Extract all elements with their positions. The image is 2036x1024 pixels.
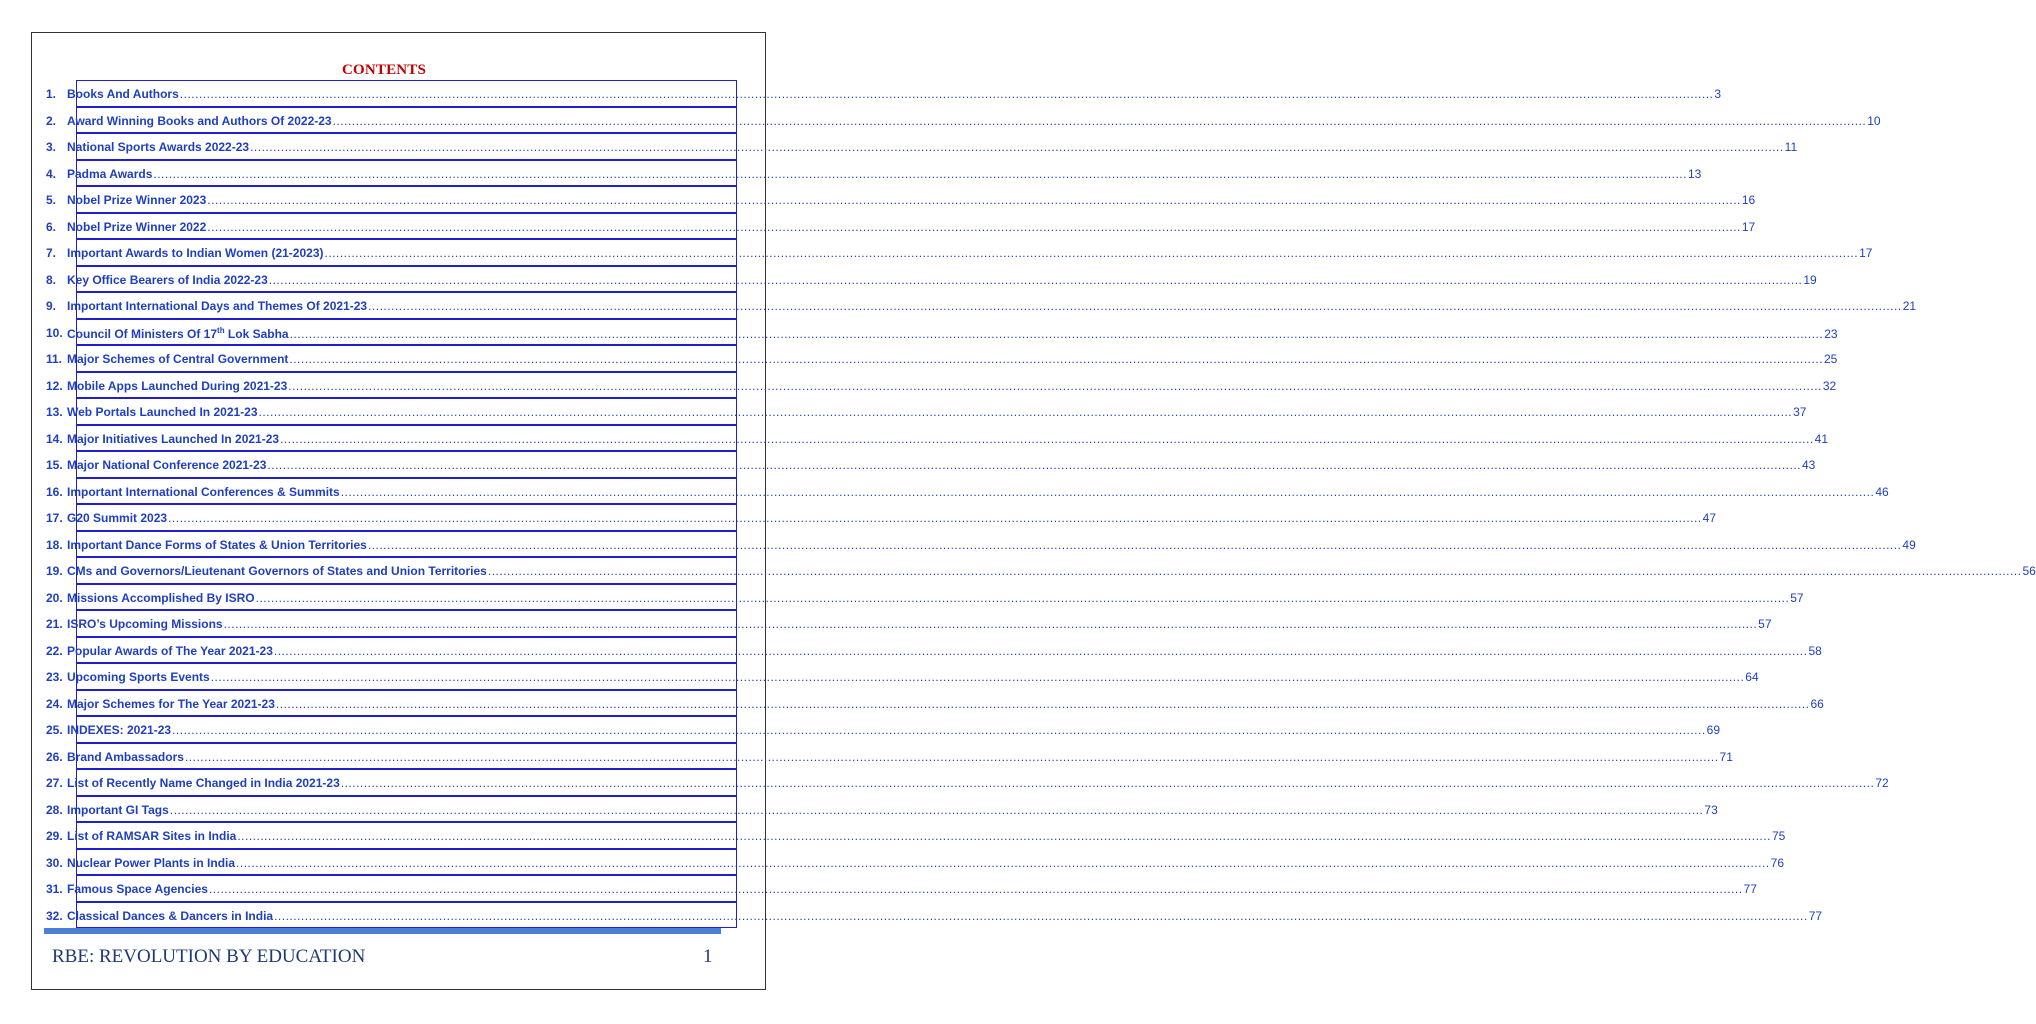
toc-entry-title[interactable]: [67, 909, 273, 923]
toc-entry-page: 49: [1902, 537, 1916, 552]
toc-entry-page: 17: [1741, 219, 1756, 234]
toc-dot-leader: ................................................................................................................................................................................................................................................................................................................................................................................................................: [332, 113, 1867, 128]
toc-entry-title-text: Books And Authors: [67, 87, 179, 101]
toc-entry-line: [67, 590, 1804, 605]
toc-entry[interactable]: [0, 716, 1721, 743]
toc-entry-title-text: Nobel Prize Winner 2022: [67, 219, 207, 234]
toc-entry-number: 5.: [46, 193, 57, 207]
toc-entry-line: [67, 723, 1721, 737]
toc-entry-line: [67, 670, 1759, 684]
toc-entry-line: [67, 113, 1881, 128]
toc-entry-number: 15.: [46, 458, 63, 472]
toc-entry-number: 29.: [46, 829, 63, 843]
toc-entry-title[interactable]: [67, 167, 152, 181]
toc-entry[interactable]: [0, 160, 1702, 187]
toc-entry-title-text: Popular Awards of The Year 2021-23: [67, 643, 273, 658]
toc-entry[interactable]: [0, 398, 1807, 425]
toc-entry-title-text: Important International Conferences & Summits: [67, 484, 340, 499]
toc-entry-number: 26.: [46, 749, 63, 764]
toc-entry-title-text: Mobile Apps Launched During 2021-23: [67, 378, 288, 393]
toc-entry-page: 46: [1875, 484, 1889, 499]
toc-dot-leader: ................................................................................................................................................................................................................................................................................................................................................................................................................: [237, 829, 1771, 843]
toc-dot-leader: ................................................................................................................................................................................................................................................................................................................................................................................................................: [267, 458, 1801, 472]
toc-entry-title-text: Important Awards to Indian Women (21-2023): [67, 246, 324, 260]
toc-entry-number: 3.: [46, 140, 57, 154]
toc-entry[interactable]: [0, 292, 1917, 319]
toc-entry-title-text: Padma Awards: [67, 166, 153, 181]
toc-entry-number: 19.: [46, 564, 63, 578]
toc-entry[interactable]: [0, 743, 1733, 770]
toc-entry-number: 17.: [46, 511, 63, 525]
toc-entry-title[interactable]: [67, 432, 279, 446]
toc-entry-line: [67, 564, 2036, 578]
toc-entry-title-text: Major National Conference 2021-23: [67, 458, 267, 472]
toc-entry-line: [67, 219, 1756, 234]
toc-entry-line: [67, 696, 1824, 711]
toc-entry-title[interactable]: [67, 750, 184, 764]
toc-entry[interactable]: [0, 107, 1881, 134]
toc-dot-leader: ................................................................................................................................................................................................................................................................................................................................................................................................................: [255, 590, 1790, 605]
toc-entry-page: 73: [1704, 802, 1718, 817]
toc-entry-title-text: Upcoming Sports Events: [67, 670, 210, 684]
footer-page-number: 1: [703, 946, 713, 967]
toc-entry-line: [67, 908, 1823, 923]
toc-entry-number: 24.: [46, 696, 63, 711]
toc-dot-leader: ................................................................................................................................................................................................................................................................................................................................................................................................................: [274, 908, 1808, 923]
toc-entry-line: [67, 484, 1889, 499]
toc-entry[interactable]: [0, 425, 1829, 452]
toc-entry[interactable]: [0, 213, 1756, 240]
toc-entry-title[interactable]: [67, 803, 169, 817]
toc-entry-title[interactable]: [67, 114, 332, 128]
toc-entry[interactable]: [0, 451, 1816, 478]
toc-entry-title[interactable]: [67, 246, 324, 260]
toc-entry-line: [67, 166, 1702, 181]
toc-dot-leader: ................................................................................................................................................................................................................................................................................................................................................................................................................: [210, 670, 1745, 684]
toc-entry-title[interactable]: [67, 193, 206, 207]
toc-dot-leader: ................................................................................................................................................................................................................................................................................................................................................................................................................: [280, 431, 1814, 446]
toc-entry[interactable]: [0, 769, 1889, 796]
toc-entry-number: 11.: [46, 352, 63, 366]
toc-dot-leader: ................................................................................................................................................................................................................................................................................................................................................................................................................: [340, 776, 1875, 790]
toc-entry-title-text: Award Winning Books and Authors Of 2022-23: [67, 113, 332, 128]
toc-entry-page: 71: [1719, 749, 1733, 764]
toc-entry-page: 17: [1859, 246, 1873, 260]
toc-entry[interactable]: [0, 80, 1722, 107]
toc-dot-leader: ................................................................................................................................................................................................................................................................................................................................................................................................................: [289, 326, 1824, 341]
toc-entry-title-text: List of RAMSAR Sites in India: [67, 829, 237, 843]
toc-dot-leader: ................................................................................................................................................................................................................................................................................................................................................................................................................: [169, 802, 1704, 817]
toc-entry-page: 41: [1814, 431, 1829, 446]
toc-entry[interactable]: [0, 796, 1718, 823]
toc-entry-line: [67, 431, 1829, 446]
toc-entry-title[interactable]: [67, 829, 236, 843]
toc-entry[interactable]: [0, 239, 1873, 266]
toc-entry-number: 13.: [46, 405, 63, 419]
toc-entry-number: 14.: [46, 431, 63, 446]
toc-entry[interactable]: [0, 902, 1823, 929]
toc-entry-title-text: Major Schemes of Central Government: [67, 352, 289, 366]
toc-entry-title[interactable]: [67, 591, 255, 605]
toc-entry-line: [67, 829, 1786, 843]
toc-entry-title-text: Major Initiatives Launched In 2021-23: [67, 431, 280, 446]
toc-entry-number: 7.: [46, 246, 57, 260]
toc-dot-leader: ................................................................................................................................................................................................................................................................................................................................................................................................................: [207, 193, 1741, 207]
toc-entry-line: [67, 193, 1756, 207]
toc-entry-title-text: Important GI Tags: [67, 802, 169, 817]
toc-entry-title-text: Classical Dances & Dancers in India: [67, 908, 274, 923]
toc-entry-page: 13: [1687, 166, 1702, 181]
toc-entry-title-text: G20 Summit 2023: [67, 511, 168, 525]
toc-dot-leader: ................................................................................................................................................................................................................................................................................................................................................................................................................: [340, 484, 1875, 499]
toc-entry-title-text: List of Recently Name Changed in India 2021-23: [67, 776, 340, 790]
toc-dot-leader: ................................................................................................................................................................................................................................................................................................................................................................................................................: [208, 882, 1743, 896]
toc-dot-leader: ................................................................................................................................................................................................................................................................................................................................................................................................................: [289, 352, 1823, 366]
toc-entry-title-text: Web Portals Launched In 2021-23: [67, 405, 258, 419]
toc-entry-title-text: Important International Days and Themes Of 2021-23: [67, 299, 368, 313]
toc-entry-number: 20.: [46, 590, 63, 605]
toc-entry-number: 22.: [46, 643, 63, 658]
toc-entry-page: 16: [1741, 193, 1756, 207]
toc-entry[interactable]: [0, 584, 1804, 611]
toc-entry-title-text: Council Of Ministers Of 17: [67, 326, 218, 341]
toc-entry-title[interactable]: [67, 379, 287, 393]
toc-dot-leader: ................................................................................................................................................................................................................................................................................................................................................................................................................: [223, 617, 1758, 631]
toc-entry[interactable]: [0, 266, 1817, 293]
toc-entry-title-text: Missions Accomplished By ISRO: [67, 590, 255, 605]
toc-entry-number: 18.: [46, 537, 63, 552]
toc-dot-leader: ................................................................................................................................................................................................................................................................................................................................................................................................................: [324, 246, 1859, 260]
toc-entry-page: 57: [1790, 590, 1804, 605]
toc-entry-page: 69: [1706, 723, 1721, 737]
toc-entry-title-text: CMs and Governors/Lieutenant Governors of States and Union Territories: [67, 564, 487, 578]
toc-entry-title[interactable]: [67, 670, 210, 684]
toc-dot-leader: ................................................................................................................................................................................................................................................................................................................................................................................................................: [367, 537, 1902, 552]
toc-entry[interactable]: [0, 690, 1824, 717]
toc-entry-number: 6.: [46, 219, 57, 234]
toc-entry-line: [67, 378, 1837, 393]
toc-entry-line: [67, 458, 1816, 472]
toc-dot-leader: ................................................................................................................................................................................................................................................................................................................................................................................................................: [275, 696, 1810, 711]
toc-entry-number: 27.: [46, 776, 63, 790]
toc-dot-leader: ................................................................................................................................................................................................................................................................................................................................................................................................................: [207, 219, 1741, 234]
toc-entry-title[interactable]: [67, 697, 275, 711]
toc-entry-page: 47: [1702, 511, 1717, 525]
toc-entry-line: [67, 537, 1916, 552]
toc-entry-page: 23: [1824, 326, 1838, 341]
toc-entry-line: [67, 140, 1798, 154]
toc-entry-title-superscript: th: [217, 325, 225, 335]
toc-entry-title[interactable]: [67, 564, 487, 578]
toc-entry-number: 4.: [46, 166, 57, 181]
toc-entry-title-text: Famous Space Agencies: [67, 882, 208, 896]
toc-entry-title[interactable]: [67, 882, 208, 896]
toc-entry-line: [67, 643, 1822, 658]
toc-entry-number: 23.: [46, 670, 63, 684]
toc-entry-line: [67, 511, 1717, 525]
toc-dot-leader: ................................................................................................................................................................................................................................................................................................................................................................................................................: [368, 299, 1902, 313]
toc-entry[interactable]: [0, 637, 1822, 664]
toc-entry-page: 77: [1743, 882, 1757, 896]
toc-entry-title[interactable]: [67, 617, 223, 631]
toc-dot-leader: ................................................................................................................................................................................................................................................................................................................................................................................................................: [179, 87, 1714, 101]
toc-entry-line: [67, 325, 1838, 341]
footer-divider: [44, 928, 721, 934]
toc-entry-number: 8.: [46, 272, 57, 287]
footer-brand-text: RBE: REVOLUTION BY EDUCATION: [52, 946, 366, 967]
toc-entry-number: 25.: [46, 723, 63, 737]
toc-entry-title[interactable]: [67, 326, 289, 341]
toc-entry-page: 56: [2022, 564, 2036, 578]
toc-entry-title[interactable]: [67, 485, 340, 499]
toc-entry-title[interactable]: [67, 856, 235, 870]
toc-dot-leader: ................................................................................................................................................................................................................................................................................................................................................................................................................: [236, 855, 1770, 870]
toc-entry-page: 37: [1793, 405, 1807, 419]
toc-dot-leader: ................................................................................................................................................................................................................................................................................................................................................................................................................: [184, 749, 1719, 764]
toc-entry-page: 21: [1902, 299, 1917, 313]
toc-entry-title[interactable]: [67, 723, 171, 737]
toc-dot-leader: ................................................................................................................................................................................................................................................................................................................................................................................................................: [268, 272, 1803, 287]
toc-entry-title-text: National Sports Awards 2022-23: [67, 140, 250, 154]
toc-entry-title-text: Nobel Prize Winner 2023: [67, 193, 207, 207]
toc-entry-page: 25: [1823, 352, 1838, 366]
toc-entry-number: 32.: [46, 908, 63, 923]
toc-entry-number: 2.: [46, 113, 57, 128]
toc-entry-number: 12.: [46, 378, 63, 393]
toc-dot-leader: ................................................................................................................................................................................................................................................................................................................................................................................................................: [258, 405, 1793, 419]
toc-entry[interactable]: [0, 531, 1916, 558]
toc-entry-title-text: Nuclear Power Plants in India: [67, 855, 236, 870]
toc-entry[interactable]: [0, 133, 1798, 160]
contents-title: CONTENTS: [341, 62, 427, 78]
toc-entry-number: 28.: [46, 802, 63, 817]
toc-entry[interactable]: [0, 822, 1786, 849]
toc-entry-page: 66: [1810, 696, 1824, 711]
toc-entry-line: [67, 405, 1807, 419]
toc-entry-page: 64: [1745, 670, 1759, 684]
toc-entry-line: [67, 299, 1917, 313]
toc-entry-title[interactable]: [67, 299, 367, 313]
toc-entry-title[interactable]: [67, 644, 273, 658]
toc-entry-page: 19: [1803, 272, 1817, 287]
toc-entry[interactable]: [0, 875, 1757, 902]
toc-entry-title[interactable]: [67, 511, 167, 525]
toc-entry-line: [67, 882, 1757, 896]
toc-entry-number: 30.: [46, 855, 63, 870]
toc-entry-page: 10: [1867, 113, 1881, 128]
toc-entry-number: 1.: [46, 87, 57, 101]
toc-entry-line: [67, 352, 1838, 366]
toc-entry[interactable]: [0, 345, 1838, 372]
toc-entry[interactable]: [0, 372, 1837, 399]
toc-entry-line: [67, 802, 1718, 817]
toc-entry-page: 3: [1714, 87, 1722, 101]
toc-entry-title-text-rest: Lok Sabha: [224, 326, 289, 341]
toc-entry-number: 31.: [46, 882, 63, 896]
toc-entry-title-text: Important Dance Forms of States & Union Territories: [67, 537, 367, 552]
toc-entry-page: 57: [1758, 617, 1772, 631]
toc-entry-title[interactable]: [67, 220, 206, 234]
toc-entry-title[interactable]: [67, 405, 258, 419]
toc-dot-leader: ................................................................................................................................................................................................................................................................................................................................................................................................................: [172, 723, 1706, 737]
toc-entry-line: [67, 617, 1772, 631]
toc-entry-line: [67, 272, 1817, 287]
toc-entry[interactable]: [0, 504, 1717, 531]
toc-entry-title[interactable]: [67, 352, 288, 366]
toc-entry[interactable]: [0, 319, 1838, 346]
toc-entry-page: 43: [1802, 458, 1816, 472]
toc-dot-leader: ................................................................................................................................................................................................................................................................................................................................................................................................................: [288, 378, 1822, 393]
toc-entry-line: [67, 246, 1873, 260]
toc-entry-page: 32: [1822, 378, 1837, 393]
toc-entry-page: 75: [1771, 829, 1786, 843]
toc-entry-line: [67, 87, 1722, 101]
toc-entry[interactable]: [0, 849, 1784, 876]
toc-entry-title[interactable]: [67, 140, 249, 154]
toc-entry[interactable]: [0, 478, 1889, 505]
toc-dot-leader: ................................................................................................................................................................................................................................................................................................................................................................................................................: [273, 643, 1808, 658]
toc-entry-line: [67, 855, 1784, 870]
toc-dot-leader: ................................................................................................................................................................................................................................................................................................................................................................................................................: [487, 564, 2022, 578]
toc-entry-title[interactable]: [67, 273, 268, 287]
toc-entry-title-text: INDEXES: 2021-23: [67, 723, 172, 737]
toc-entry-title-text: ISRO’s Upcoming Missions: [67, 617, 223, 631]
toc-entry[interactable]: [0, 663, 1759, 690]
toc-entry[interactable]: [0, 610, 1772, 637]
toc-entry-number: 21.: [46, 617, 63, 631]
toc-entry-page: 76: [1770, 855, 1784, 870]
toc-entry-page: 58: [1808, 643, 1822, 658]
toc-entry-title[interactable]: [67, 538, 367, 552]
toc-entry-title-text: Brand Ambassadors: [67, 749, 184, 764]
toc-entry-number: 10.: [46, 325, 63, 340]
toc-entry-number: 9.: [46, 299, 57, 313]
toc-dot-leader: ................................................................................................................................................................................................................................................................................................................................................................................................................: [153, 166, 1687, 181]
toc-entry-title[interactable]: [67, 776, 340, 790]
toc-entry-title[interactable]: [67, 458, 266, 472]
toc-entry-line: [67, 749, 1733, 764]
toc-entry-page: 77: [1808, 908, 1823, 923]
toc-dot-leader: ................................................................................................................................................................................................................................................................................................................................................................................................................: [168, 511, 1702, 525]
toc-entry-title[interactable]: [67, 87, 179, 101]
toc-entry-title-text: Key Office Bearers of India 2022-23: [67, 272, 268, 287]
toc-entry-title-text: Major Schemes for The Year 2021-23: [67, 696, 275, 711]
toc-entry-line: [67, 776, 1889, 790]
toc-entry-number: 16.: [46, 484, 63, 499]
toc-dot-leader: ................................................................................................................................................................................................................................................................................................................................................................................................................: [250, 140, 1784, 154]
toc-entry[interactable]: [0, 557, 2036, 584]
toc-entry-page: 72: [1875, 776, 1889, 790]
toc-entry-page: 11: [1784, 140, 1798, 154]
toc-entry[interactable]: [0, 186, 1756, 213]
